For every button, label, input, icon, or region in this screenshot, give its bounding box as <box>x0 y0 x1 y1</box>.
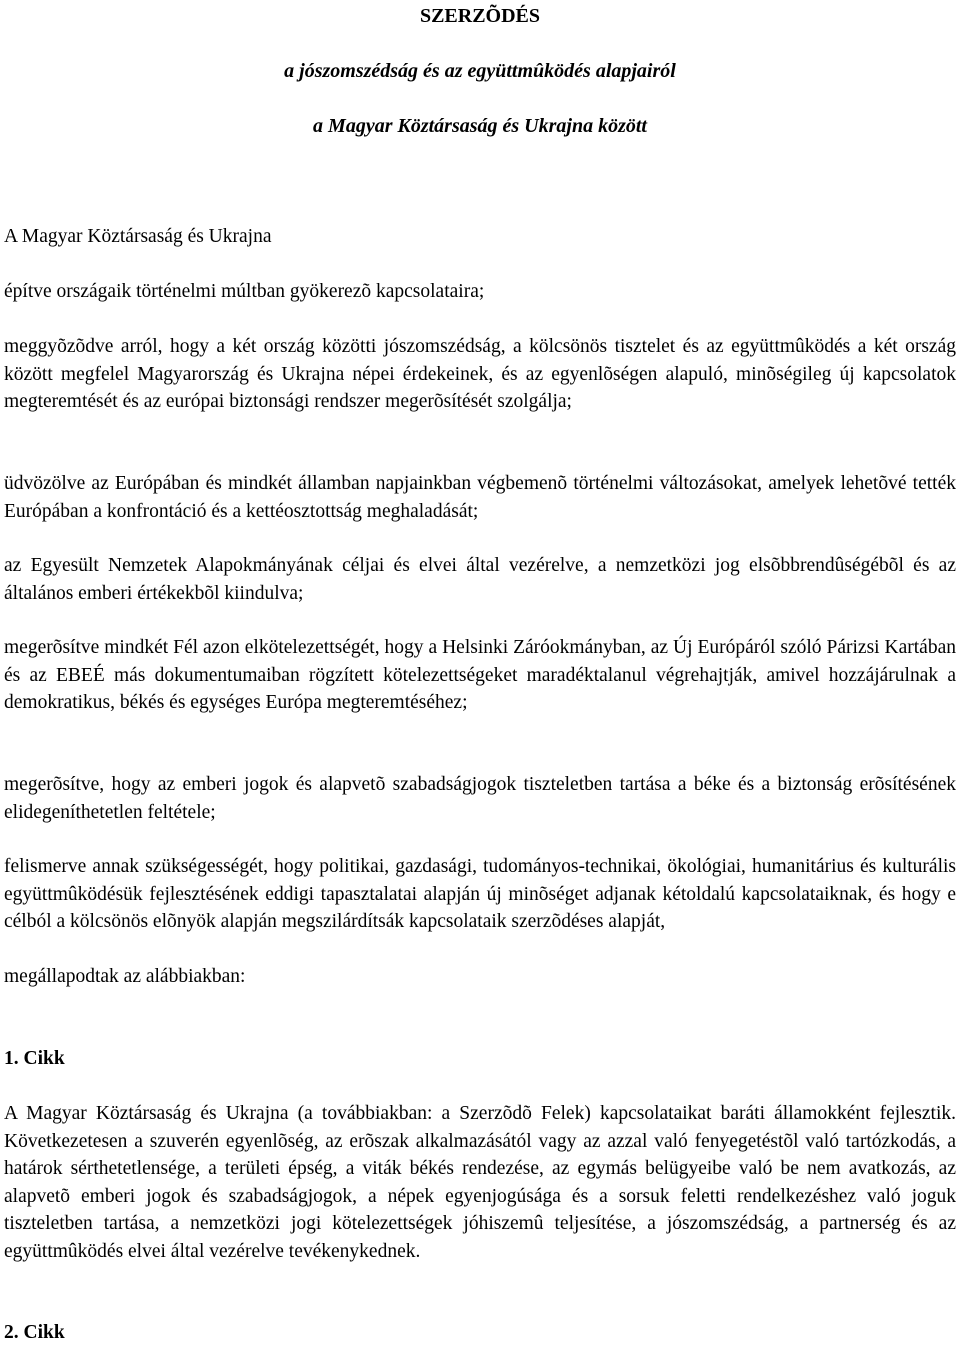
preamble-paragraph-7: felismerve annak szükségességét, hogy politikai, gazdasági, tudományos-technikai, ökológiai, humanitárius és kulturális együttmûködésük fejlesztésének eddigi tapasztalatai alapján új minõséget adjanak kétoldalú kapcsolataiknak, és hogy e célból a kölcsönös elõnyök alapján megszilárdítsák kapcsolataik szerzõdéses alapját, <box>4 856 956 932</box>
preamble-agreed: megállapodtak az alábbiakban: <box>4 966 246 987</box>
preamble-paragraph-4: az Egyesült Nemzetek Alapokmányának céljai és elvei által vezérelve, a nemzetközi jog elsõbbrendûségébõl és az általános emberi értékekbõl kiindulva; <box>4 555 956 604</box>
preamble-paragraph-2: meggyõzõdve arról, hogy a két ország közötti jószomszédság, a kölcsönös tisztelet és az együttmûködés a két ország között megfelel Magyarország és Ukrajna népei érdekeinek, és az egyenlõségen alapuló, minõségileg új kapcsolatok megteremtését és az európai biztonsági rendszer megerõsítését szolgálja; <box>4 336 956 412</box>
document-title: SZERZÕDÉS <box>419 5 541 27</box>
article-1-heading: 1. Cikk <box>4 1048 65 1069</box>
preamble-paragraph-1: építve országaik történelmi múltban gyökerezõ kapcsolataira; <box>4 281 485 302</box>
article-2-heading: 2. Cikk <box>4 1322 65 1343</box>
document-subtitle-1: a jószomszédság és az együttmûködés alapjairól <box>284 60 676 82</box>
preamble-paragraph-5: megerõsítve mindkét Fél azon elkötelezettségét, hogy a Helsinki Záróokmányban, az Új Európáról szóló Párizsi Kartában és az EBEÉ más dokumentumaiban rögzített kötelezettségeket maradéktalanul végrehajtják, amivel hozzájárulnak a demokratikus, békés és egységes Európa megteremtéséhez; <box>4 637 956 713</box>
preamble-paragraph-6: megerõsítve, hogy az emberi jogok és alapvetõ szabadságjogok tiszteletben tartása a béke és a biztonság erõsítésének elidegeníthetetlen feltétele; <box>4 774 956 823</box>
preamble-parties: A Magyar Köztársaság és Ukrajna <box>4 226 272 247</box>
article-1-text: A Magyar Köztársaság és Ukrajna (a továbbiakban: a Szerzõdõ Felek) kapcsolataikat baráti államokként fejlesztik. Következetesen a szuverén egyenlõség, az erõszak alkalmazásától vagy az azzal való fenyegetéstõl való tartózkodás, a határok sérthetetlensége, a területi épség, a viták békés rendezése, az egymás belügyeibe való be nem avatkozás, az alapvetõ emberi jogok és szabadságjogok, a népek egyenjogúsága és a sorsuk feletti rendelkezéshez való joguk tiszteletben tartása, a nemzetközi jogi kötelezettségek jóhiszemû teljesítése, a jószomszédság, a partnerség és az együttmûködés elvei által vezérelve tevékenykednek. <box>4 1103 956 1262</box>
document-subtitle-2: a Magyar Köztársaság és Ukrajna között <box>313 115 647 137</box>
preamble-paragraph-3: üdvözölve az Európában és mindkét államban napjainkban végbemenõ történelmi változásokat, amelyek lehetõvé tették Európában a konfrontáció és a kettéosztottság meghaladását; <box>4 473 956 522</box>
